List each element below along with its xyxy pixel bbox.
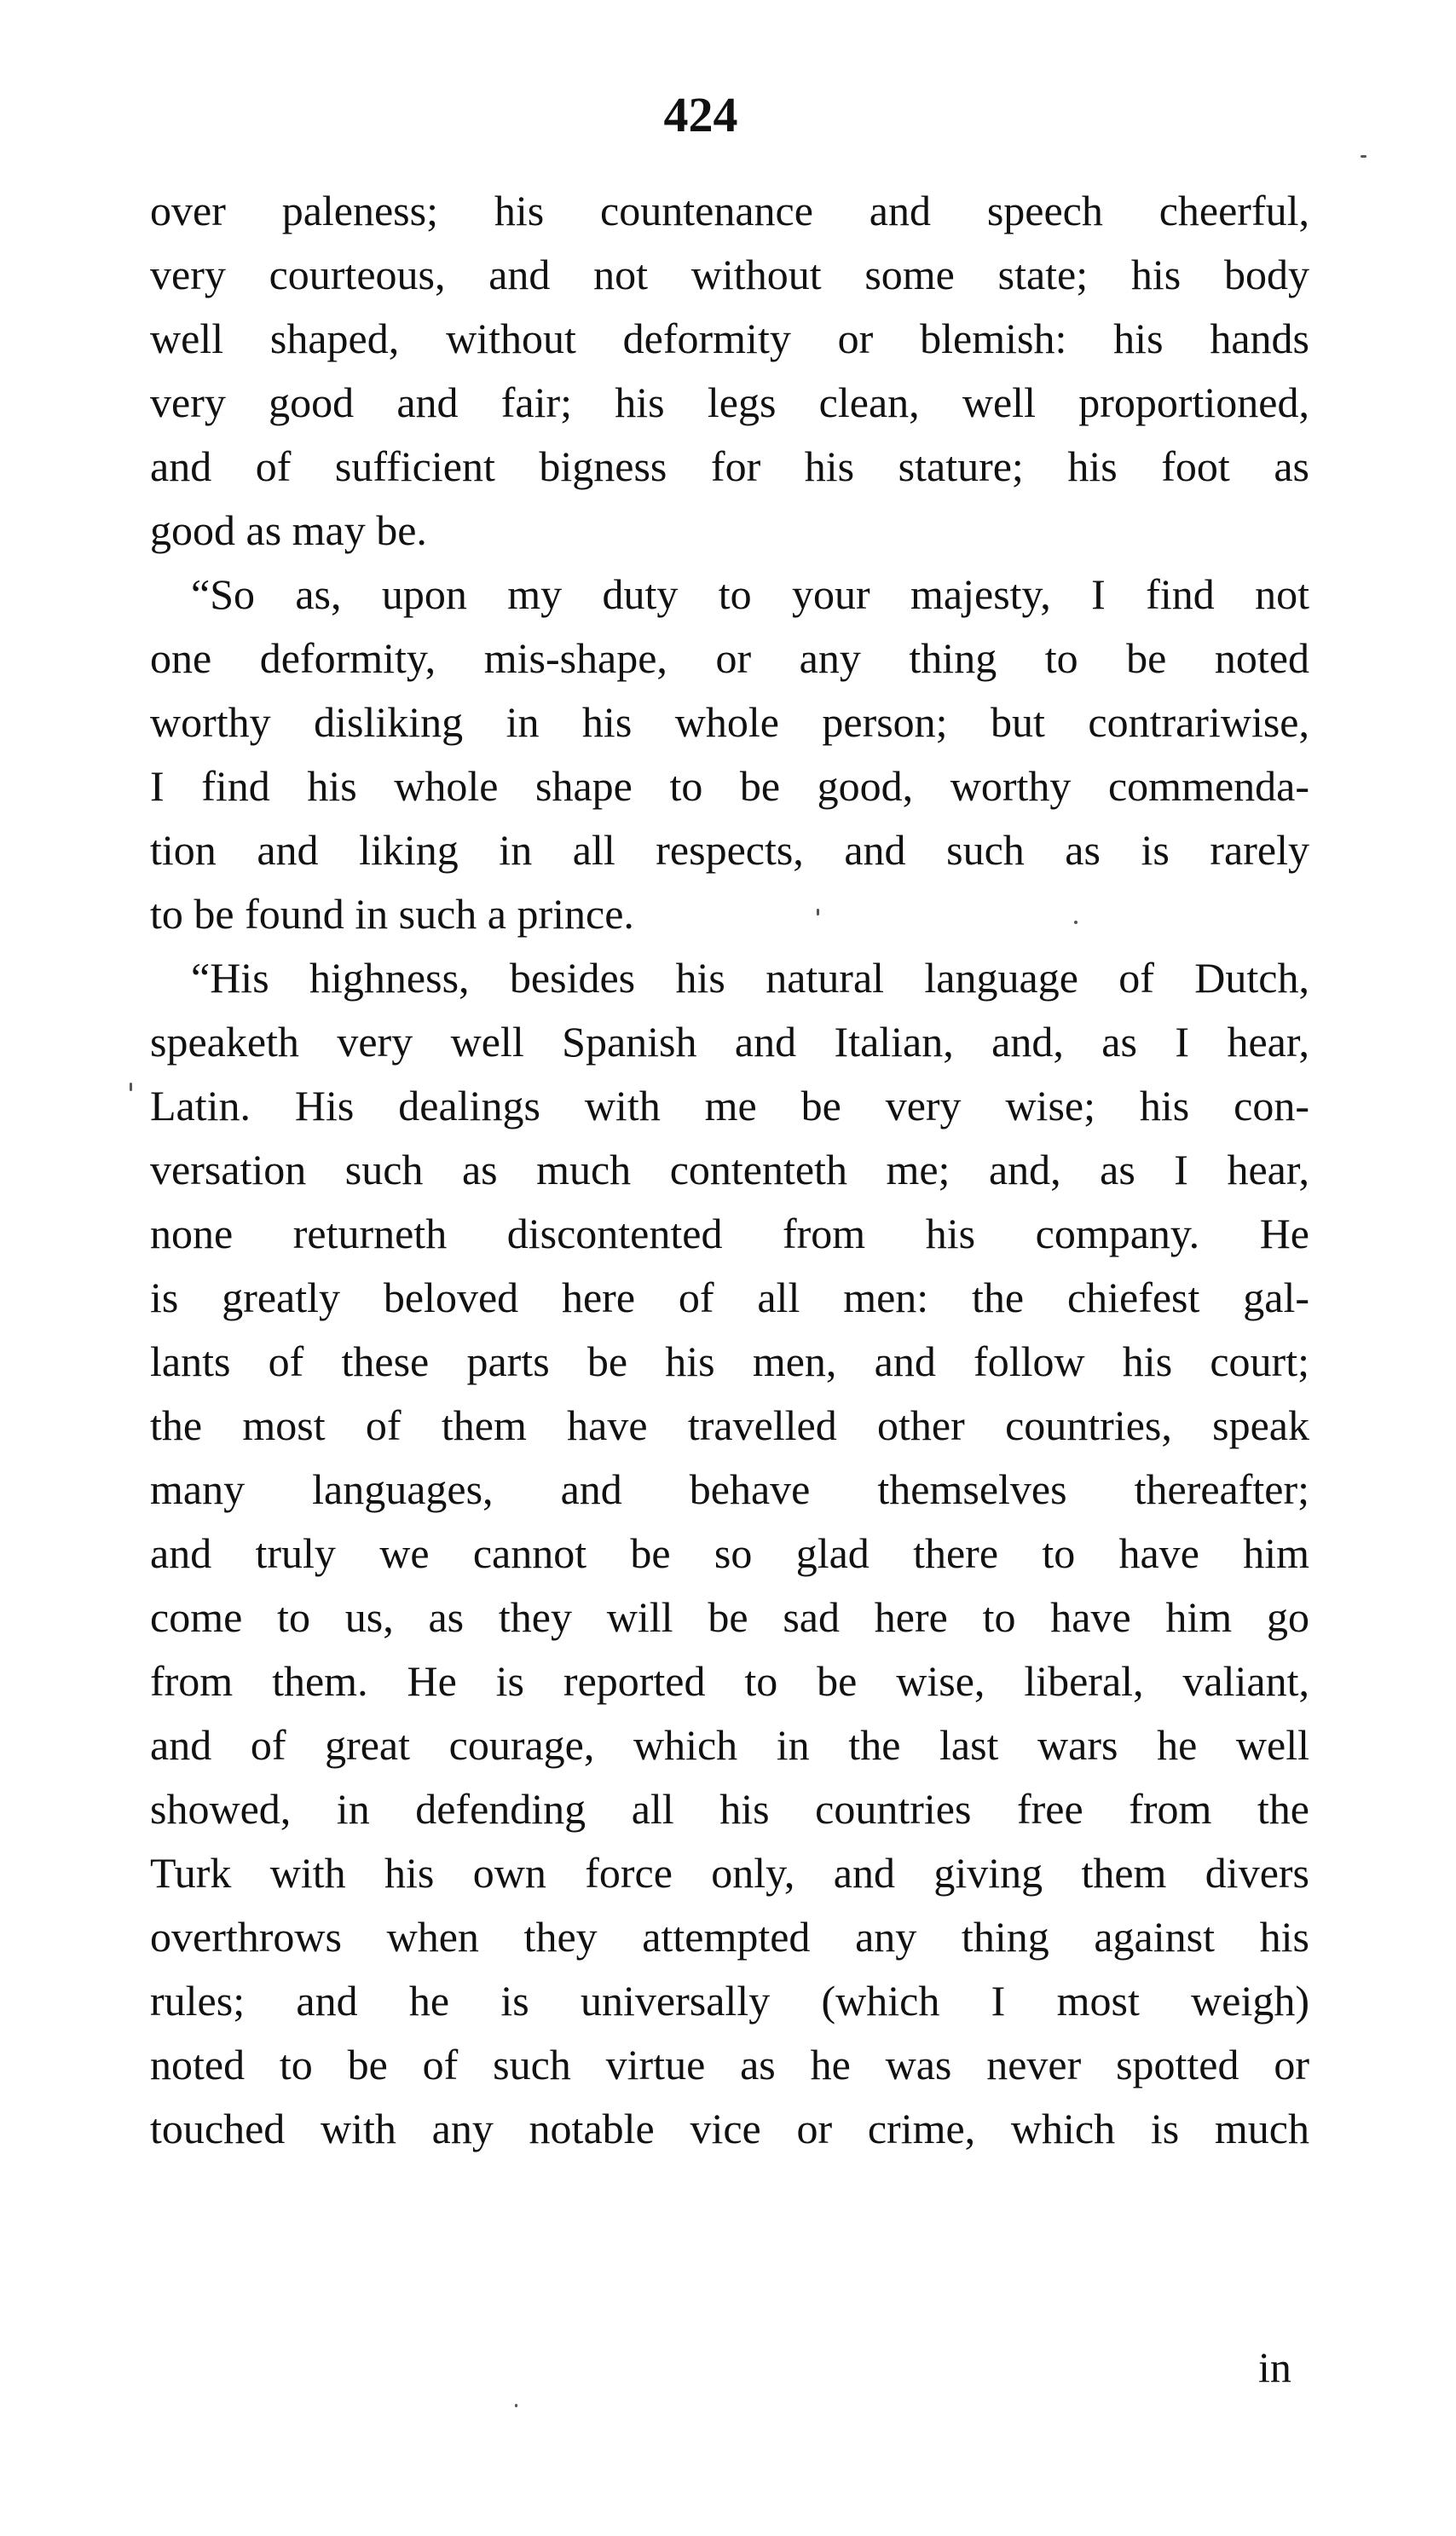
text-line: touched with any notable vice or crime, which is much: [150, 2105, 1309, 2152]
text-line: very good and fair; his legs clean, well proportioned,: [150, 378, 1309, 426]
text-line: very courteous, and not without some state; his body: [150, 251, 1309, 298]
text-line: Latin. His dealings with me be very wise; his con-: [150, 1082, 1309, 1129]
paragraph-start-line: “So as, upon my duty to your majesty, I find not: [191, 570, 1309, 618]
stray-mark: [515, 2404, 517, 2407]
text-line: lants of these parts be his men, and follow his court;: [150, 1337, 1309, 1385]
paragraph-start-line: “His highness, besides his natural language of Dutch,: [191, 954, 1309, 1002]
text-line: showed, in defending all his countries free from the: [150, 1785, 1309, 1833]
text-line: versation such as much contenteth me; and, as I hear,: [150, 1146, 1309, 1193]
text-line: to be found in such a prince.: [150, 890, 634, 938]
text-line: the most of them have travelled other countries, speak: [150, 1401, 1309, 1449]
body-text: [150, 179, 1309, 2161]
text-line: is greatly beloved here of all men: the chiefest gal-: [150, 1274, 1309, 1321]
text-line: overthrows when they attempted any thing against his: [150, 1913, 1309, 1961]
text-line: Turk with his own force only, and giving them divers: [150, 1849, 1309, 1897]
text-line: tion and liking in all respects, and such as is rarely: [150, 826, 1309, 874]
stray-mark: [1074, 921, 1078, 924]
text-line: and of sufficient bigness for his stature; his foot as: [150, 442, 1309, 490]
text-line: and of great courage, which in the last wars he well: [150, 1721, 1309, 1769]
text-line: noted to be of such virtue as he was never spotted or: [150, 2041, 1309, 2088]
text-line: rules; and he is universally (which I most weigh): [150, 1977, 1309, 2025]
text-line: worthy disliking in his whole person; but contrariwise,: [150, 698, 1309, 746]
text-line: over paleness; his countenance and speech cheerful,: [150, 187, 1309, 234]
text-line: speaketh very well Spanish and Italian, and, as I hear,: [150, 1018, 1309, 1066]
catchword: in: [1258, 2343, 1291, 2391]
stray-mark: [130, 1083, 132, 1091]
stray-mark: [817, 909, 819, 916]
text-line: I find his whole shape to be good, worthy commenda-: [150, 762, 1309, 810]
text-line: one deformity, mis-shape, or any thing to be noted: [150, 634, 1309, 682]
text-line: come to us, as they will be sad here to have him go: [150, 1593, 1309, 1641]
text-line: from them. He is reported to be wise, liberal, valiant,: [150, 1657, 1309, 1705]
text-line: and truly we cannot be so glad there to have him: [150, 1529, 1309, 1577]
stray-mark: [1361, 155, 1366, 158]
page-number: 424: [663, 87, 738, 142]
text-line: well shaped, without deformity or blemish: his hands: [150, 315, 1309, 362]
text-line: none returneth discontented from his company. He: [150, 1210, 1309, 1257]
text-line: many languages, and behave themselves thereafter;: [150, 1465, 1309, 1513]
text-line: good as may be.: [150, 506, 427, 554]
